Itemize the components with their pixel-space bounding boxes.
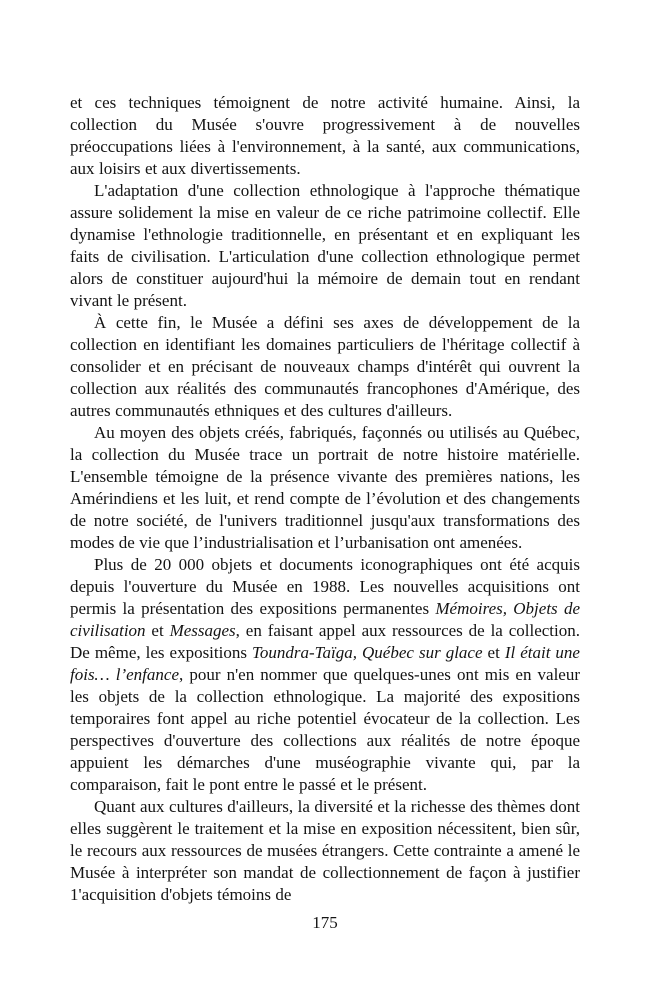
page-number: 175 — [312, 913, 338, 932]
exhibition-title-memoires-objets: Mémoires, Objets de civilisation — [70, 599, 581, 640]
text-segment: Plus de 20 000 objets et documents iconographiques ont été acquis depuis l'ouverture du Musée en 1988. Les nouvelles acquisitions ont permis la présentation des expositions permanentes — [70, 555, 580, 618]
text-segment: et — [145, 621, 170, 640]
paragraph-cultures-ailleurs: Quant aux cultures d'ailleurs, la diversité et la richesse des thèmes dont elles suggèrent le traitement et la mise en exposition nécessitent, bien sûr, le recours aux ressources de musées étrangers. Cette contrainte a amené le Musée à interpréter son mandat de collectionnement de façon à justifier 1'acquisition d'objets témoins de — [70, 797, 580, 904]
exhibition-title-toundra-taiga-quebec-sur-glace: Toundra-Taïga, Québec sur glace — [251, 643, 483, 662]
paragraph-objets-quebec: Au moyen des objets créés, fabriqués, façonnés ou utilisés au Québec, la collection du Musée trace un portrait de notre histoire matérielle. L'ensemble témoigne de la présence vivante des premières nations, les Amérindiens et les luit, et rend compte de l’évolution et des changements de notre société, de l'univers traditionnel jusqu'aux transformations des modes de vie que l’industrialisation et l’urbanisation ont amenées. — [70, 423, 580, 552]
exhibition-title-messages: Messages — [169, 621, 236, 640]
text-segment: et — [482, 643, 505, 662]
page-text-block — [70, 92, 580, 906]
paragraph-expositions — [70, 554, 580, 796]
exhibition-title-il-etait-une-fois-enfance: Il était une fois… l’enfance — [70, 643, 580, 684]
paragraph-adaptation: L'adaptation d'une collection ethnologique à l'approche thématique assure solidement la mise en valeur de ce riche patrimoine collectif. Elle dynamise l'ethnologie traditionnelle, en présentant et en expliquant les faits de civilisation. L'articulation d'une collection ethnologique permet alors de constituer aujourd'hui la mémoire de demain tout en rendant vivant le présent. — [70, 181, 580, 310]
paragraph-continuation: et ces techniques témoignent de notre activité humaine. Ainsi, la collection du Musée s'ouvre progressivement à de nouvelles préoccupations liées à l'environnement, à la santé, aux communications, aux loisirs et aux divertissements. — [70, 93, 580, 178]
text-segment: , en faisant appel aux ressources de la collection. De même, les expositions — [70, 621, 580, 662]
text-segment: , pour n'en nommer que quelques-unes ont mis en valeur les objets de la collection ethnologique. La majorité des expositions temporaires font appel au riche potentiel évocateur de la collection. Les perspectives d'ouverture des collections aux réalités de notre époque appuient les démarches d'une muséographie vivante qui, par la comparaison, fait le pont entre le passé et le présent. — [70, 665, 581, 794]
paragraph-axes-developpement: À cette fin, le Musée a défini ses axes de développement de la collection en identifiant les domaines particuliers de l'héritage collectif à consolider et en précisant de nouveaux champs d'intérêt qui ouvrent la collection aux réalités des communautés francophones d'Amérique, des autres communautés ethniques et des cultures d'ailleurs. — [70, 313, 580, 420]
